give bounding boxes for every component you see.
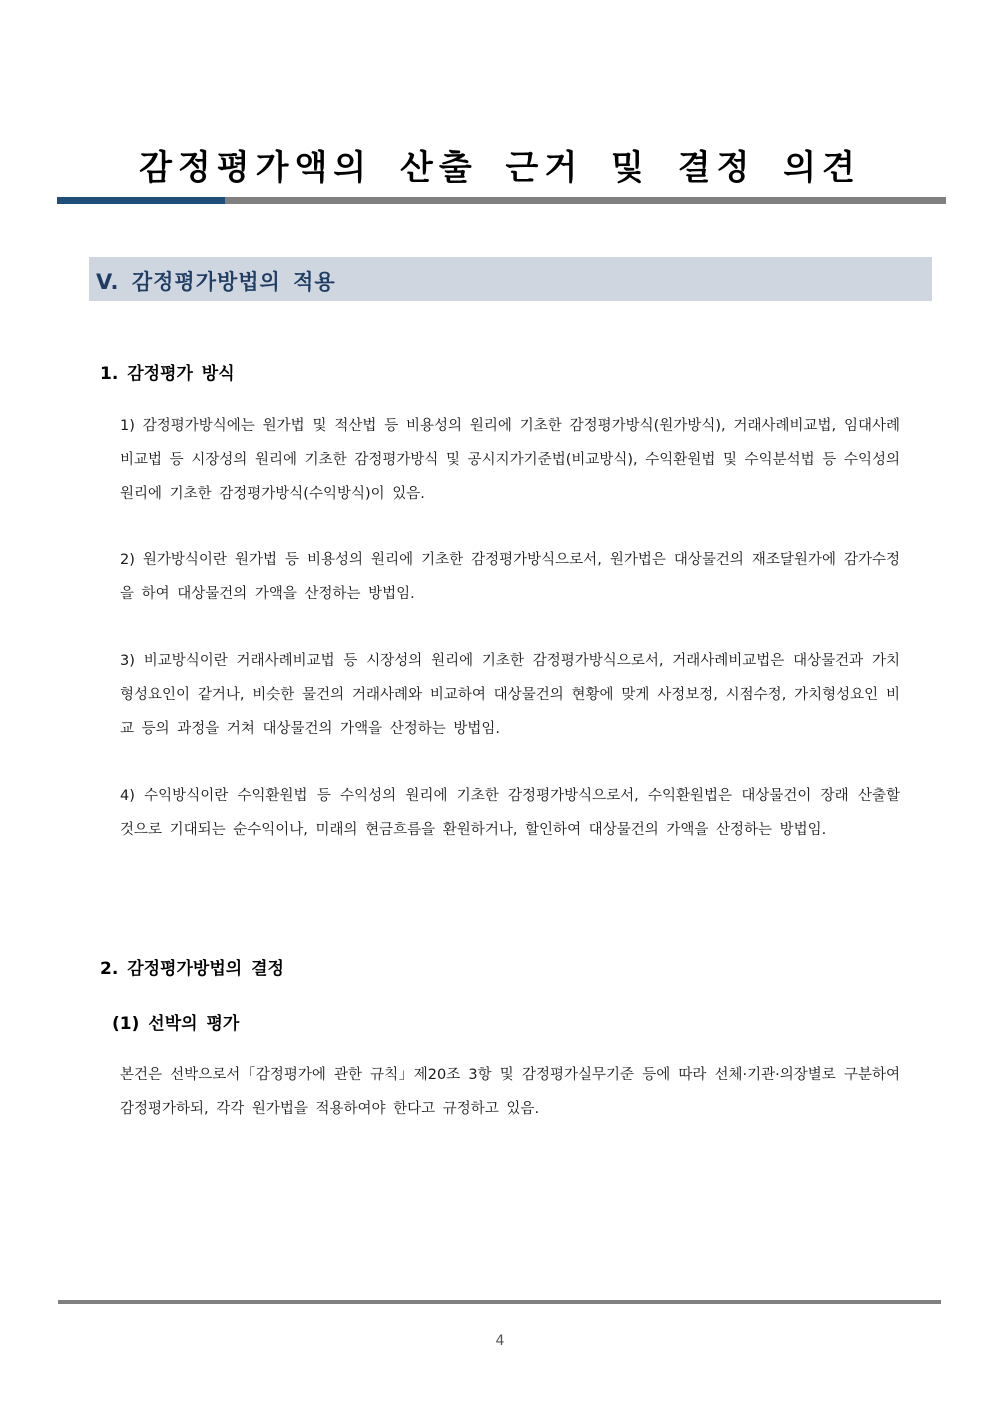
paragraph-1: 1) 감정평가방식에는 원가법 및 적산법 등 비용성의 원리에 기초한 감정평가방식(원가방식), 거래사례비교법, 임대사례비교법 등 시장성의 원리에 기초한 감정평가방식 및 공시지가기준법(비교방식), 수익환원법 및 수익분석법 등 수익성의 원리에 기초한 감정평가방식(수익방식)이 있음. <box>120 418 900 502</box>
paragraph-4: 4) 수익방식이란 수익환원법 등 수익성의 원리에 기초한 감정평가방식으로서, 수익환원법은 대상물건이 장래 산출할 것으로 기대되는 순수익이나, 미래의 현금흐름을 환원하거나, 할인하여 대상물건의 가액을 산정하는 방법임. <box>120 788 900 838</box>
footer-rule <box>58 1300 941 1304</box>
page-number: 4 <box>495 1333 505 1349</box>
section-heading-method-decision: 2. 감정평가방법의 결정 <box>100 959 284 979</box>
paragraph-3: 3) 비교방식이란 거래사례비교법 등 시장성의 원리에 기초한 감정평가방식으로서, 거래사례비교법은 대상물건과 가치형성요인이 같거나, 비슷한 물건의 거래사례와 비교하여 대상물건의 현황에 맞게 사정보정, 시점수정, 가치형성요인 비교 등의 과정을 거쳐 대상물건의 가액을 산정하는 방법임. <box>120 653 900 737</box>
paragraph-ship-valuation: 본건은 선박으로서「감정평가에 관한 규칙」제20조 3항 및 감정평가실무기준 등에 따라 선체·기관·의장별로 구분하여 감정평가하되, 각각 원가법을 적용하여야 한다고 규정하고 있음. <box>120 1067 900 1117</box>
subsection-heading-ship-valuation: (1) 선박의 평가 <box>112 1014 240 1034</box>
title-rule-accent <box>57 197 225 204</box>
chapter-title: V. 감정평가방법의 적용 <box>96 270 336 294</box>
title-rule <box>225 197 946 204</box>
document-title: 감정평가액의 산출 근거 및 결정 의견 <box>139 148 861 188</box>
paragraph-2: 2) 원가방식이란 원가법 등 비용성의 원리에 기초한 감정평가방식으로서, 원가법은 대상물건의 재조달원가에 감가수정을 하여 대상물건의 가액을 산정하는 방법임. <box>120 552 900 602</box>
section-heading-valuation-methods: 1. 감정평가 방식 <box>100 364 235 384</box>
